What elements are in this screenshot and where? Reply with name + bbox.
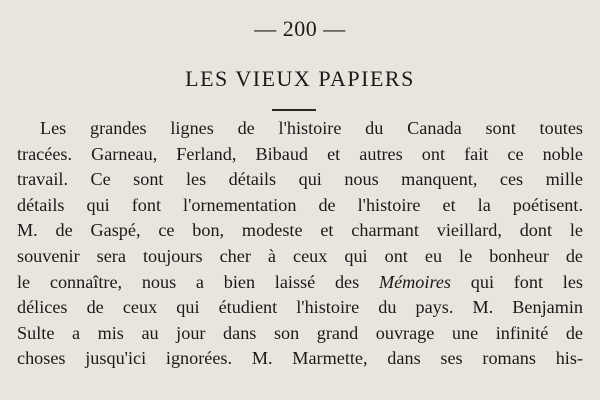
- text-line: choses jusqu'ici ignorées. M. Marmette, dans ses romans his-: [17, 348, 583, 369]
- title-divider: [272, 109, 316, 111]
- page-number: — 200 —: [254, 16, 346, 41]
- text-line: travail. Ce sont les détails qui nous manquent, ces mille: [17, 169, 583, 190]
- text-line: Sulte a mis au jour dans son grand ouvrage une infinité de: [17, 322, 583, 343]
- italic-book-title: Mémoires: [378, 271, 452, 292]
- text-line: Les grandes lignes de l'histoire du Canada sont toutes: [40, 118, 583, 138]
- text-line: souvenir sera toujours cher à ceux qui ont eu le bonheur de: [17, 245, 583, 266]
- text-segment: le connaître, nous a bien laissé des: [17, 271, 360, 292]
- text-segment: qui font les: [470, 271, 583, 292]
- text-line: tracées. Garneau, Ferland, Bibaud et autres ont fait ce noble: [17, 143, 583, 164]
- chapter-title: LES VIEUX PAPIERS: [185, 66, 415, 91]
- text-line: détails qui font l'ornementation de l'histoire et la poétisent.: [17, 194, 583, 215]
- text-line: [17, 270, 583, 296]
- text-line: délices de ceux qui étudient l'histoire du pays. M. Benjamin: [17, 297, 583, 318]
- body-paragraph: [17, 116, 583, 372]
- text-line: M. de Gaspé, ce bon, modeste et charmant vieillard, dont le: [17, 220, 583, 241]
